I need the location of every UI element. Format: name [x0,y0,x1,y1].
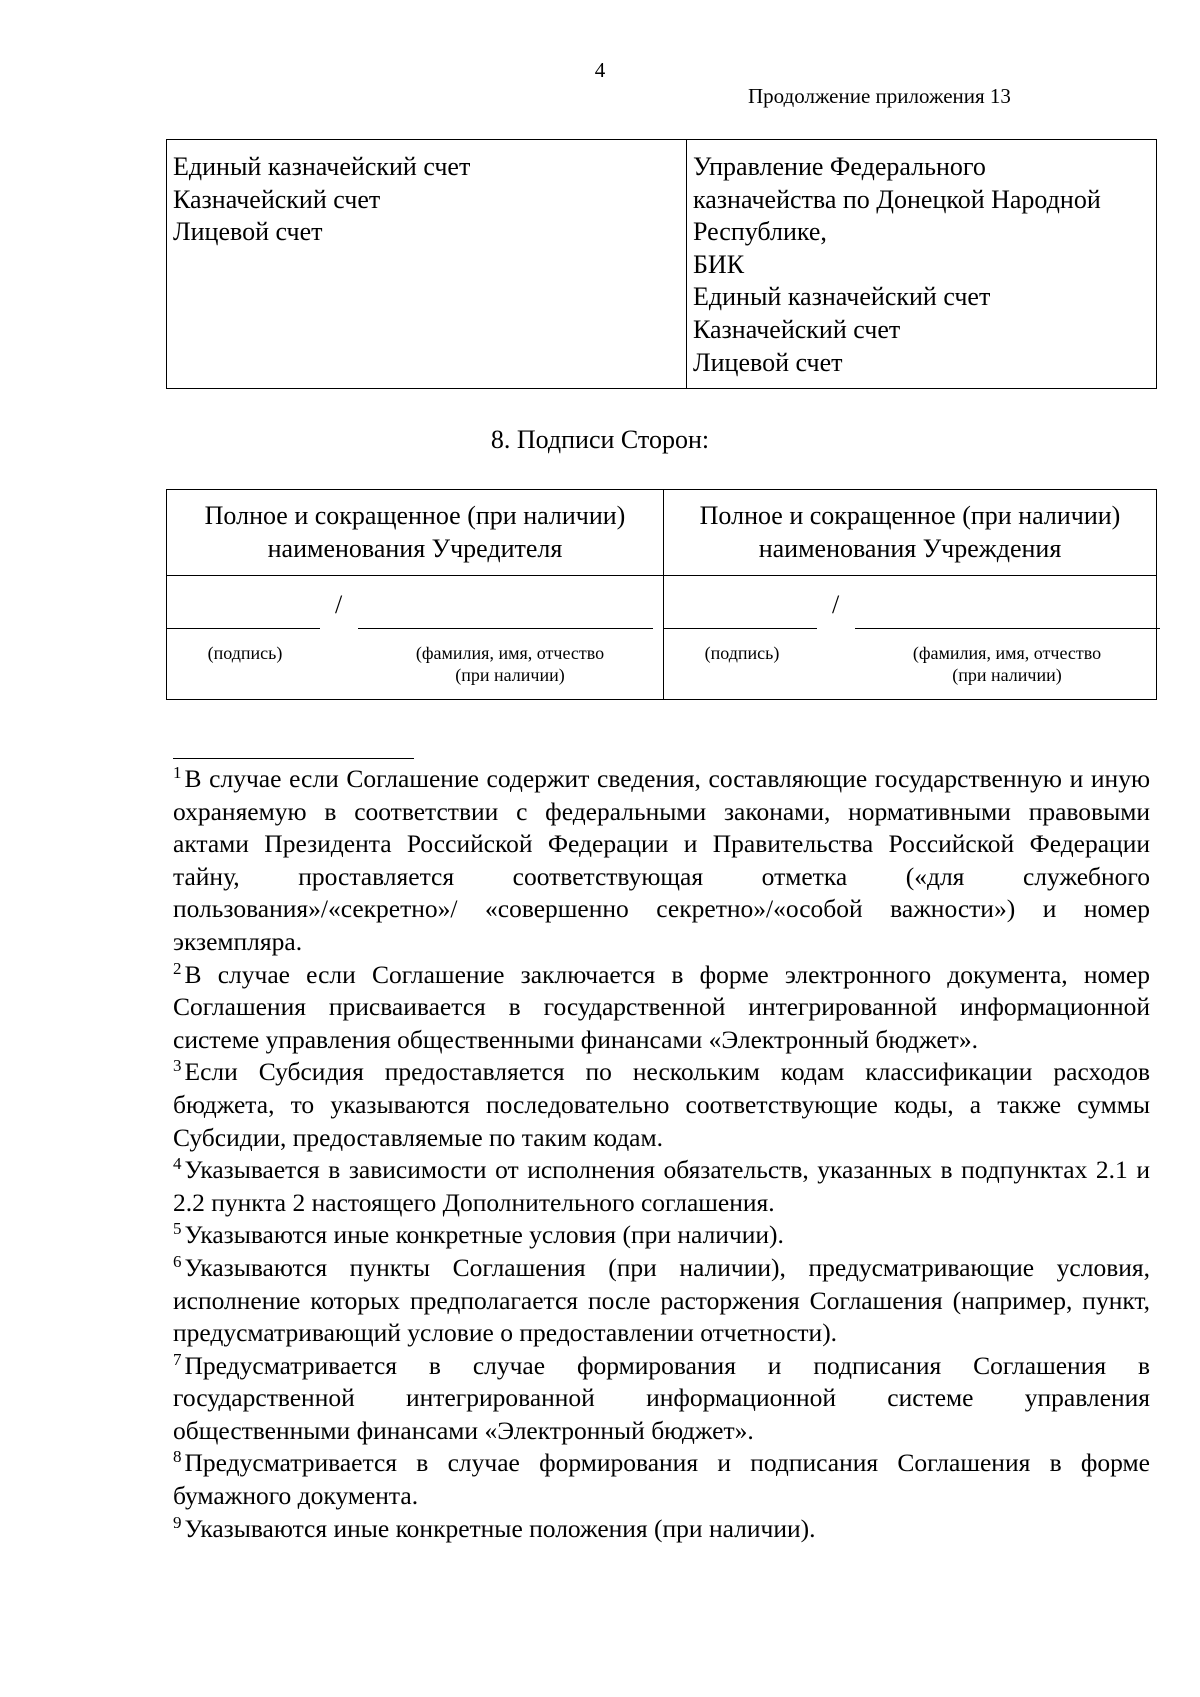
page-number: 4 [594,58,606,82]
footnote-number: 9 [173,1512,182,1532]
footnotes [173,763,1150,1545]
name-caption-line2: (при наличии) [455,665,565,685]
footnote-number: 8 [173,1447,182,1467]
signature-line [664,628,817,629]
footnote-text: В случае если Соглашение содержит сведения, составляющие государственную и иную охраняемую в соответствии с федеральными законами, нормативными правовыми актами Президента Российской Федерации и Правительства Российской Федерации тайну, проставляется соответствующая отметка («для служебного пользования»/«секретно»/ «совершенно секретно»/«особой важности») и номер экземпляра. [173,764,1150,956]
footnote [173,763,1150,959]
details-line: Управление Федерального [693,152,986,181]
signatures-table [166,489,1157,700]
bank-details-left-cell [167,140,687,389]
details-line: Республике, [693,217,827,247]
details-line: казначейства по Донецкой Народной [693,184,1101,214]
footnote-number: 3 [173,1056,182,1076]
bank-details-table [166,139,1157,389]
details-line: БИК [693,249,745,279]
founder-name-header: Полное и сокращенное (при наличии) наименования Учредителя [167,490,664,576]
footnote-text: В случае если Соглашение заключается в форме электронного документа, номер Соглашения присваивается в государственной интегрированной информационной системе управления общественными финансами «Электронный бюджет». [173,959,1150,1054]
name-line [855,628,1160,629]
details-line: Казначейский счет [693,314,901,344]
institution-signature-cell [664,576,1157,700]
footnote-text: Указываются пункты Соглашения (при наличии), предусматривающие условия, исполнение которых предполагается после расторжения Соглашения (например, пункт, предусматривающий условие о предоставлении отчетности). [173,1252,1150,1348]
section-title: 8. Подписи Сторон: [490,425,710,454]
name-caption-line2: (при наличии) [952,665,1062,685]
footnote-number: 4 [173,1154,182,1174]
footnote-text: Предусматривается в случае формирования и подписания Соглашения в форме бумажного документа. [173,1448,1150,1511]
footnote-number: 5 [173,1219,182,1239]
slash-separator: / [832,590,840,619]
footnote [173,1252,1150,1350]
footnote-text: Если Субсидия предоставляется по нескольким кодам классификации расходов бюджета, то указываются последовательно соответствующие коды, а также суммы Субсидии, предоставляемые по таким кодам. [173,1057,1150,1152]
footnote [173,959,1150,1057]
footnote [173,1154,1150,1219]
footnote [173,1219,1150,1252]
institution-name-header: Полное и сокращенное (при наличии) наименования Учреждения [664,490,1157,576]
footnote [173,1447,1150,1512]
details-line: Казначейский счет [173,184,381,214]
footnote [173,1056,1150,1154]
footnote-number: 7 [173,1349,182,1369]
signature-caption: (подпись) [207,643,283,663]
footnote-text: Указываются иные конкретные условия (при наличии). [184,1220,784,1250]
name-caption-line1: (фамилия, имя, отчество [415,643,605,663]
founder-signature-cell [167,576,664,700]
name-line [358,628,653,629]
footnote [173,1513,1150,1546]
continuation-label: Продолжение приложения 13 [748,84,1011,108]
name-caption-line1: (фамилия, имя, отчество [912,643,1102,663]
footnote-number: 1 [173,763,182,782]
footnote-text: Указывается в зависимости от исполнения обязательств, указанных в подпунктах 2.1 и 2.2 пункта 2 настоящего Дополнительного соглашения. [173,1155,1150,1217]
details-line: Единый казначейский счет [173,152,471,181]
bank-details-right-cell [687,140,1157,389]
signature-line [167,628,320,629]
footnote [173,1350,1150,1448]
details-line: Единый казначейский счет [693,282,991,312]
footnote-separator [173,758,414,759]
slash-separator: / [335,590,343,619]
signature-caption: (подпись) [704,643,780,663]
footnote-number: 6 [173,1251,182,1271]
details-line: Лицевой счет [693,347,843,377]
details-line: Лицевой счет [173,217,323,247]
footnote-text: Указываются иные конкретные положения (при наличии). [184,1513,816,1543]
footnote-text: Предусматривается в случае формирования и подписания Соглашения в государственной интегрированной информационной системе управления общественными финансами «Электронный бюджет». [173,1350,1150,1445]
footnote-number: 2 [173,958,182,978]
